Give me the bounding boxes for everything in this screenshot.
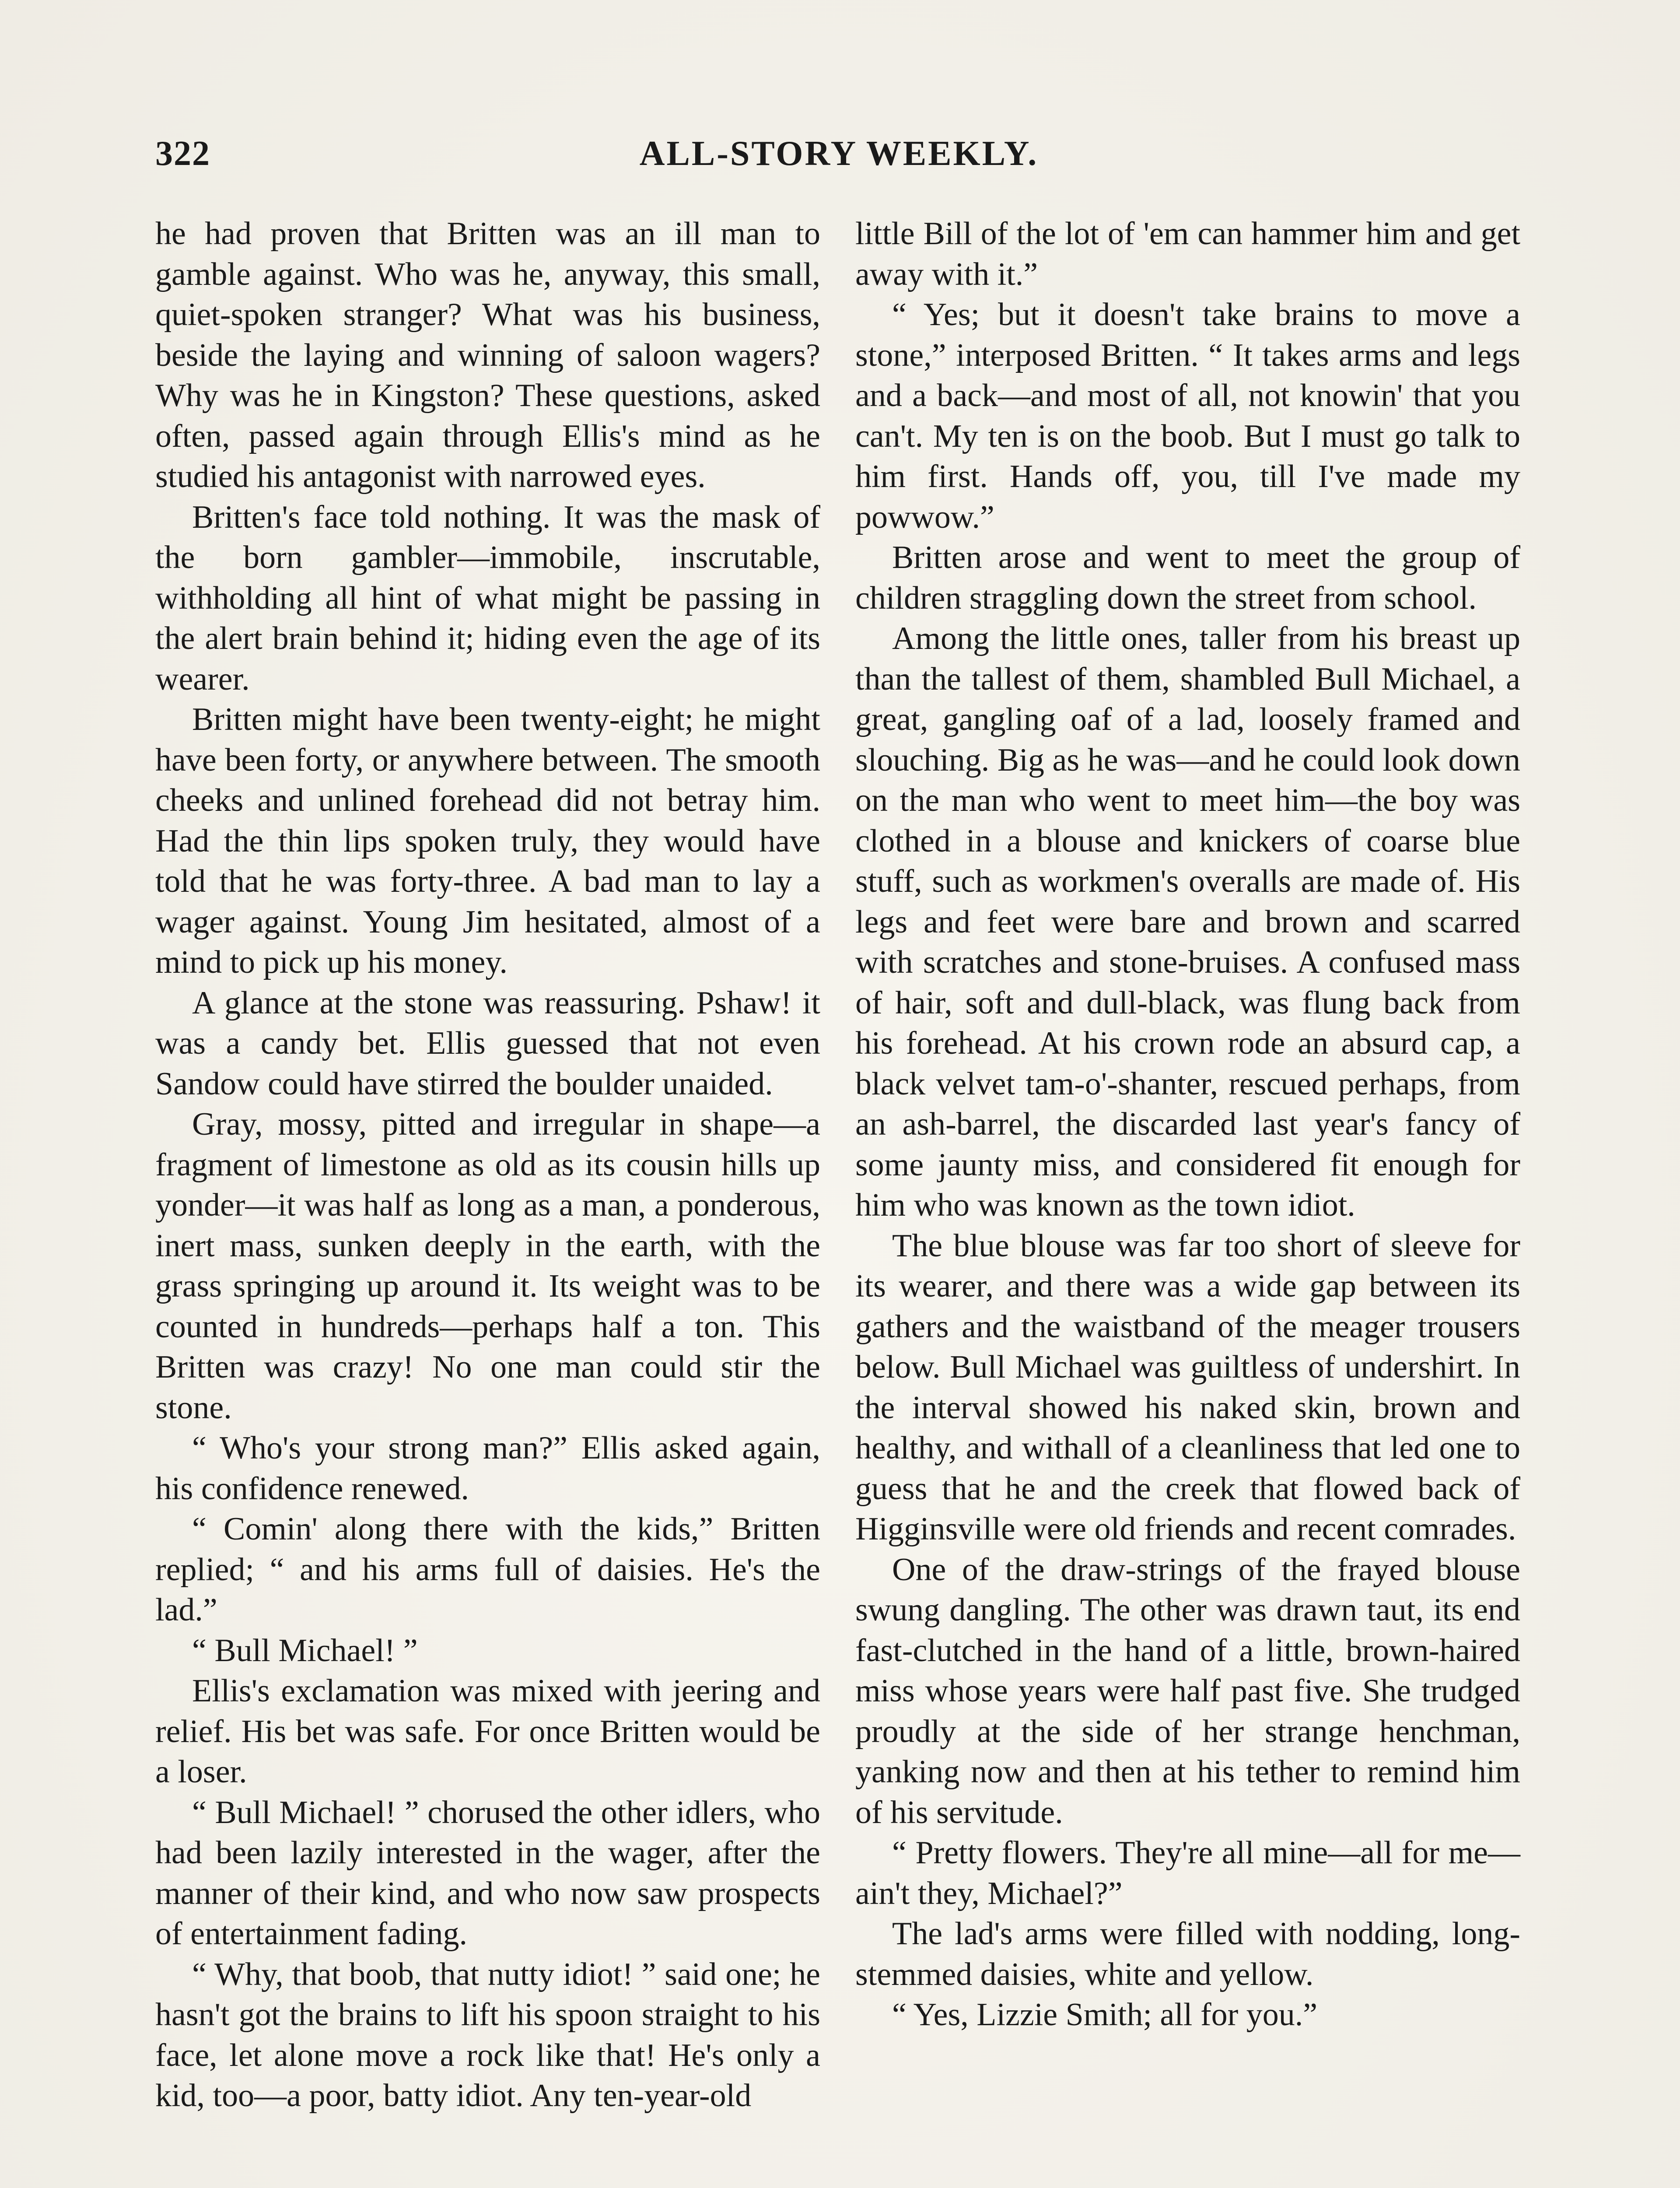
paragraph: Among the little ones, taller from his breast up than the tallest of them, shambled Bull Michael, a great, gangling oaf of a lad, loosely framed and slouching. Big as he was—and he could look down on the man who went to meet him—the boy was clothed in a blouse and knickers of coarse blue stuff, such as workmen's overalls are made of. His legs and feet were bare and brown and scarred with scratches and stone-bruises. A confused mass of hair, soft and dull-black, was flung back from his forehead. At his crown rode an absurd cap, a black velvet tam-o'-shanter, rescued perhaps, from an ash-barrel, the discarded last year's fancy of some jaunty miss, and considered fit enough for him who was known as the town idiot. <box>855 621 1520 1223</box>
paragraph: One of the draw-strings of the frayed blouse swung dangling. The other was drawn taut, its end fast-clutched in the hand of a little, brown-haired miss whose years were half past five. She trudged proudly at the side of her strange henchman, yanking now and then at his tether to remind him of his servitude. <box>855 1551 1520 1830</box>
paragraph: “ Why, that boob, that nutty idiot! ” said one; he hasn't got the brains to lift his spoon straight to his face, let alone move a rock like that! He's only a kid, too—a poor, batty idiot. Any ten-year-old <box>155 1956 820 2114</box>
paragraph: Ellis's exclamation was mixed with jeering and relief. His bet was safe. For once Britten would be a loser. <box>155 1673 820 1790</box>
paragraph: “ Bull Michael! ” chorused the other idlers, who had been lazily interested in the wager, after the manner of their kind, and who now saw prospects of entertainment fading. <box>155 1794 820 1952</box>
paragraph: “ Pretty flowers. They're all mine—all for me—ain't they, Michael?” <box>855 1835 1520 1911</box>
paragraph: The blue blouse was far too short of sleeve for its wearer, and there was a wide gap between its gathers and the waistband of the meager trousers below. Bull Michael was guiltless of undershirt. In the interval showed his naked skin, brown and healthy, and withall of a cleanliness that led one to guess that he and the creek that flowed back of Higginsville were old friends and recent comrades. <box>855 1227 1520 1547</box>
paragraph: Britten's face told nothing. It was the mask of the born gambler—immobile, inscrutable, withholding all hint of what might be passing in the alert brain behind it; hiding even the age of its wearer. <box>155 499 820 697</box>
paragraph: Britten might have been twenty-eight; he might have been forty, or anywhere between. The smooth cheeks and unlined forehead did not betray him. Had the thin lips spoken truly, they would have told that he was forty-three. A bad man to lay a wager against. Young Jim hesitated, almost of a mind to pick up his money. <box>155 701 820 980</box>
running-title: ALL-STORY WEEKLY. <box>639 134 1039 173</box>
paragraph: Gray, mossy, pitted and irregular in shape—a fragment of limestone as old as its cousin hills up yonder—it was half as long as a man, a ponderous, inert mass, sunken deeply in the earth, with the grass springing up around it. Its weight was to be counted in hundreds—perhaps half a ton. This Britten was crazy! No one man could stir the stone. <box>155 1106 820 1426</box>
paragraph: “ Bull Michael! ” <box>192 1632 418 1669</box>
right-text-column <box>855 214 1520 2188</box>
paragraph: “ Yes; but it doesn't take brains to move a stone,” interposed Britten. “ It takes arms and legs and a back—and most of all, not knowin' that you can't. My ten is on the boob. But I must go talk to him first. Hands off, you, till I've made my powwow.” <box>855 297 1520 535</box>
paragraph: A glance at the stone was reassuring. Pshaw! it was a candy bet. Ellis guessed that not even Sandow could have stirred the boulder unaided. <box>155 985 820 1102</box>
paragraph: Britten arose and went to meet the group of children straggling down the street from school. <box>855 540 1520 616</box>
paragraph: “ Yes, Lizzie Smith; all for you.” <box>892 1997 1318 2033</box>
paragraph: “ Who's your strong man?” Ellis asked again, his confidence renewed. <box>155 1430 820 1507</box>
paragraph: he had proven that Britten was an ill man to gamble against. Who was he, anyway, this small, quiet-spoken stranger? What was his business, beside the laying and winning of saloon wagers? Why was he in Kingston? These questions, asked often, passed again through Ellis's mind as he studied his antagonist with narrowed eyes. <box>155 216 820 494</box>
paragraph: The lad's arms were filled with nodding, long-stemmed daisies, white and yellow. <box>855 1916 1520 1992</box>
paragraph: little Bill of the lot of 'em can hammer him and get away with it.” <box>855 216 1520 292</box>
page-number: 322 <box>155 134 210 173</box>
page-header <box>155 134 1522 182</box>
left-text-column <box>155 214 820 2188</box>
paragraph: “ Comin' along there with the kids,” Britten replied; “ and his arms full of daisies. He's the lad.” <box>155 1511 820 1628</box>
